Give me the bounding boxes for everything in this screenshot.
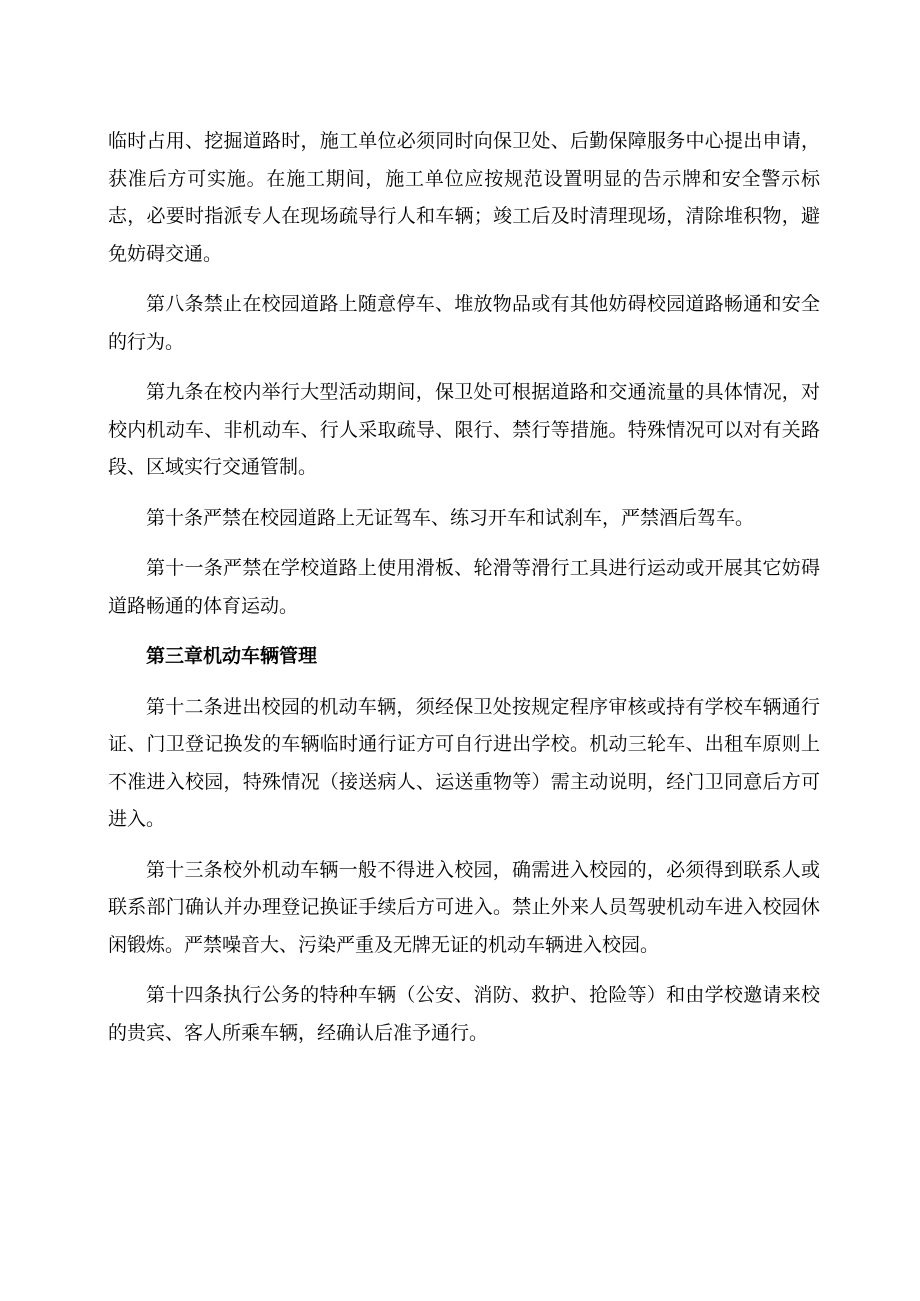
paragraph-article-11: 第十一条严禁在学校道路上使用滑板、轮滑等滑行工具进行运动或开展其它妨碍道路畅通的体育运动。 bbox=[108, 557, 820, 617]
paragraph-article-8: 第八条禁止在校园道路上随意停车、堆放物品或有其他妨碍校园道路畅通和安全的行为。 bbox=[108, 293, 820, 353]
chapter-heading: 第三章机动车辆管理 bbox=[146, 645, 318, 667]
paragraph-article-14: 第十四条执行公务的特种车辆（公安、消防、救护、抢险等）和由学校邀请来校的贵宾、客人所乘车辆，经确认后准予通行。 bbox=[108, 984, 820, 1044]
document-page bbox=[108, 123, 820, 1065]
paragraph-article-13: 第十三条校外机动车辆一般不得进入校园，确需进入校园的，必须得到联系人或联系部门确认并办理登记换证手续后方可进入。禁止外来人员驾驶机动车进入校园休闲锻炼。严禁噪音大、污染严重及无牌无证的机动车辆进入校园。 bbox=[108, 858, 820, 956]
paragraph-continuation: 临时占用、挖掘道路时，施工单位必须同时向保卫处、后勤保障服务中心提出申请，获准后方可实施。在施工期间，施工单位应按规范设置明显的告示牌和安全警示标志，必要时指派专人在现场疏导行人和车辆；竣工后及时清理现场，清除堆积物，避免妨碍交通。 bbox=[108, 130, 820, 265]
paragraph-article-10: 第十条严禁在校园道路上无证驾车、练习开车和试刹车，严禁酒后驾车。 bbox=[146, 506, 755, 529]
paragraph-article-9: 第九条在校内举行大型活动期间，保卫处可根据道路和交通流量的具体情况，对校内机动车、非机动车、行人采取疏导、限行、禁行等措施。特殊情况可以对有关路段、区域实行交通管制。 bbox=[108, 381, 820, 478]
paragraph-article-12: 第十二条进出校园的机动车辆，须经保卫处按规定程序审核或持有学校车辆通行证、门卫登记换发的车辆临时通行证方可自行进出学校。机动三轮车、出租车原则上不准进入校园，特殊情况（接送病人、运送重物等）需主动说明，经门卫同意后方可进入。 bbox=[108, 695, 820, 830]
